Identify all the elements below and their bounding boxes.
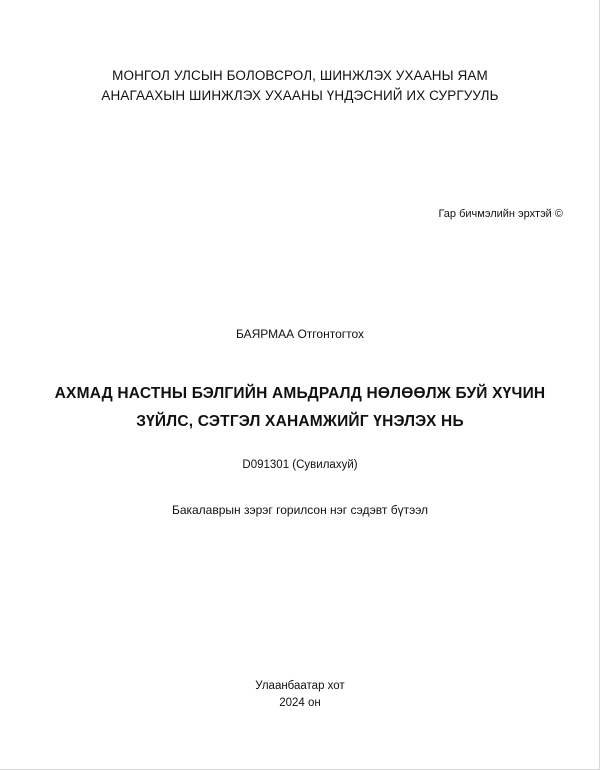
thesis-title-line-1: АХМАД НАСТНЫ БЭЛГИЙН АМЬДРАЛД НӨЛӨӨЛЖ БУЙ ХҮЧИН (54, 385, 546, 402)
city-name: Улаанбаатар хот (255, 680, 345, 692)
ministry-name: МОНГОЛ УЛСЫН БОЛОВСРОЛ, ШИНЖЛЭХ УХААНЫ ЯАМ (112, 68, 488, 83)
university-name: АНАГААХЫН ШИНЖЛЭХ УХААНЫ ҮНДЭСНИЙ ИХ СУРГУУЛЬ (101, 88, 499, 103)
program-code: D091301 (Сувилахуй) (242, 459, 358, 471)
degree-statement: Бакалаврын зэрэг горилсон нэг сэдэвт бүтээл (171, 503, 429, 517)
author-name: БАЯРМАА Отгонтогтох (235, 327, 365, 341)
year-label: 2024 он (279, 697, 321, 709)
copyright-notice: Гар бичмэлийн эрхтэй © (438, 208, 563, 220)
thesis-title-line-2: ЗҮЙЛС, СЭТГЭЛ ХАНАМЖИЙГ ҮНЭЛЭХ НЬ (136, 413, 464, 430)
